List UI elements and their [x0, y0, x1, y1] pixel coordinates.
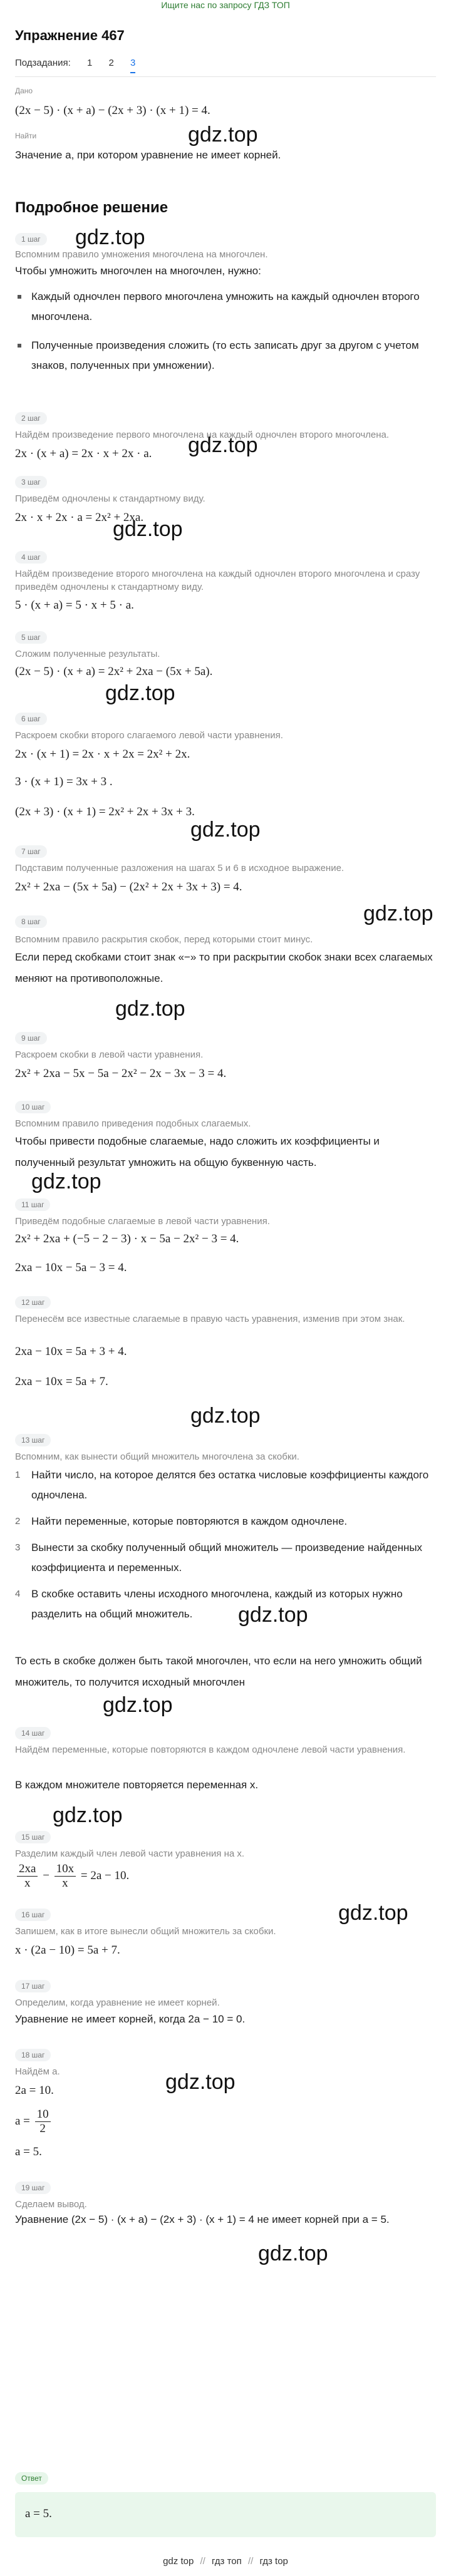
step-description: Вспомним правило раскрытия скобок, перед которыми стоит минус.: [15, 934, 313, 945]
footer-separator: //: [200, 2556, 205, 2567]
step-badge: 19 шаг: [15, 2182, 51, 2194]
step-badge: 7 шаг: [15, 845, 47, 858]
step-description: Найдём a.: [15, 2066, 60, 2077]
step-equation: a = $\frac{10}{2}$: [15, 2108, 436, 2136]
list-number: 1: [15, 1470, 21, 1480]
step-equation: $\frac{2xa}{x}$ − $\frac{10x}{x}$ = 2a − 10.: [15, 1862, 436, 1890]
bullet-icon: [18, 295, 21, 299]
answer-box: [15, 2492, 436, 2537]
watermark: gdz.top: [338, 1901, 408, 1925]
step-badge: 12 шаг: [15, 1296, 51, 1309]
solution-title: Подробное решение: [15, 199, 168, 216]
step-badge: 13 шаг: [15, 1434, 51, 1446]
watermark: gdz.top: [188, 433, 258, 457]
fraction: $\frac{10}{2}$: [35, 2108, 51, 2136]
given-label: Дано: [15, 86, 33, 95]
step-description: Найдём произведение второго многочлена на каждый одночлен второго многочлена и сразу приведём одночлены к стандартному виду.: [15, 569, 420, 592]
fraction: $\frac{10x}{x}$: [54, 1862, 76, 1890]
step-description: Запишем, как в итоге вынесли общий множитель за скобки.: [15, 1926, 276, 1937]
answer-value: a = 5.: [25, 2507, 52, 2520]
tab-3[interactable]: 3: [130, 58, 135, 73]
step-text: Если перед скобками стоит знак «−» то при раскрытии скобок знаки всех слагаемых меняют на противоположные.: [15, 951, 433, 984]
step-equation: 2x² + 2xa − 5x − 5a − 2x² − 2x − 3x − 3 = 4.: [15, 1067, 227, 1080]
step-badge: 15 шаг: [15, 1831, 51, 1843]
step-text: Уравнение (2x − 5) · (x + a) − (2x + 3) · (x + 1) = 4 не имеет корней при a = 5.: [15, 2213, 390, 2225]
step-badge: 10 шаг: [15, 1101, 51, 1113]
list-item: Каждый одночлен первого многочлена умножить на каждый одночлен второго многочлена.: [15, 287, 436, 327]
answer-badge: Ответ: [15, 2472, 48, 2485]
list-item: 4 В скобке оставить члены исходного многочлена, каждый из которых нужно разделить на общий множитель.: [15, 1584, 436, 1624]
fraction: $\frac{2xa}{x}$: [17, 1862, 38, 1890]
step-description: Найдём произведение первого многочлена на каждый одночлен второго многочлена.: [15, 430, 390, 440]
subtask-tabs: [15, 58, 436, 73]
step-equation: 2x · (x + 1) = 2x · x + 2x = 2x² + 2x.: [15, 748, 190, 761]
step-equation: 2x² + 2xa − (5x + 5a) − (2x² + 2x + 3x + 3) = 4.: [15, 880, 242, 894]
watermark: gdz.top: [31, 1170, 101, 1193]
step-equation: 2x · x + 2x · a = 2x² + 2xa.: [15, 511, 144, 524]
watermark: gdz.top: [103, 1693, 173, 1717]
find-label: Найти: [15, 131, 37, 140]
tab-1[interactable]: 1: [87, 58, 93, 68]
step-badge: 4 шаг: [15, 551, 47, 564]
multiplication-rule-list: [15, 287, 436, 376]
list-number: 2: [15, 1516, 21, 1527]
step-description: Вспомним правило умножения многочлена на многочлен.: [15, 249, 268, 260]
step-description: Сделаем вывод.: [15, 2199, 87, 2210]
step-equation: (2x − 5) · (x + a) = 2x² + 2xa − (5x + 5a).: [15, 665, 213, 678]
step-badge: 3 шаг: [15, 476, 47, 488]
step-badge: 16 шаг: [15, 1909, 51, 1921]
step-description: Перенесём все известные слагаемые в правую часть уравнения, изменив при этом знак.: [15, 1314, 405, 1324]
watermark: gdz.top: [105, 681, 175, 705]
footer-link[interactable]: gdz top: [163, 2556, 194, 2567]
step-badge: 17 шаг: [15, 1980, 51, 1992]
step-description: Приведём подобные слагаемые в левой части уравнения.: [15, 1216, 270, 1227]
footer-link[interactable]: гдз топ: [212, 2556, 242, 2567]
footer-separator: //: [247, 2556, 254, 2567]
footer-link[interactable]: гдз top: [259, 2556, 288, 2567]
step-equation: 2x · (x + a) = 2x · x + 2x · a.: [15, 447, 152, 460]
step-equation: 2xa − 10x − 5a − 3 = 4.: [15, 1261, 127, 1274]
list-item: 3 Вынести за скобку полученный общий множитель — произведение найденных коэффициента и переменных.: [15, 1538, 436, 1578]
watermark: gdz.top: [258, 2242, 328, 2265]
step-badge: 5 шаг: [15, 631, 47, 644]
step-equation: 5 · (x + a) = 5 · x + 5 · a.: [15, 599, 134, 612]
step-equation: 3 · (x + 1) = 3x + 3 .: [15, 775, 113, 788]
page-title: Упражнение 467: [15, 28, 125, 43]
step-equation: 2a = 10.: [15, 2084, 54, 2097]
step-equation: 2x² + 2xa + (−5 − 2 − 3) · x − 5a − 2x² − 3 = 4.: [15, 1232, 239, 1245]
step-equation: (2x + 3) · (x + 1) = 2x² + 2x + 3x + 3.: [15, 805, 195, 818]
step-badge: 2 шаг: [15, 412, 47, 425]
list-item: Полученные произведения сложить (то есть записать друг за другом с учетом знаков, полученных при умножении).: [15, 336, 436, 376]
watermark: gdz.top: [238, 1603, 308, 1627]
step-badge: 8 шаг: [15, 915, 47, 928]
step-description: Определим, когда уравнение не имеет корней.: [15, 1997, 220, 2008]
top-banner-text: Ищите нас по запросу ГДЗ ТОП: [161, 0, 290, 10]
step-badge: 9 шаг: [15, 1032, 47, 1044]
list-item: 1 Найти число, на которое делятся без остатка числовые коэффициенты каждого одночлена.: [15, 1465, 436, 1505]
watermark: gdz.top: [165, 2070, 236, 2094]
step-badge: 6 шаг: [15, 713, 47, 725]
watermark: gdz.top: [113, 517, 183, 541]
step-badge: 14 шаг: [15, 1727, 51, 1739]
find-text: Значение a, при котором уравнение не имеет корней.: [15, 149, 281, 161]
list-item: 2 Найти переменные, которые повторяются в каждом одночлене.: [15, 1512, 436, 1532]
step-description: Разделим каждый член левой части уравнения на x.: [15, 1848, 245, 1859]
watermark: gdz.top: [363, 902, 433, 925]
tab-2[interactable]: 2: [108, 58, 114, 68]
step-description: Найдём переменные, которые повторяются в каждом одночлене левой части уравнения.: [15, 1744, 406, 1755]
step-description: Приведём одночлены к стандартному виду.: [15, 493, 205, 504]
bullet-icon: [18, 344, 21, 348]
watermark: gdz.top: [115, 997, 185, 1021]
step-equation: x · (2a − 10) = 5a + 7.: [15, 1944, 120, 1957]
step-description: Вспомним, как вынести общий множитель многочлена за скобки.: [15, 1451, 299, 1462]
step-description: Раскроем скобки второго слагаемого левой части уравнения.: [15, 730, 283, 741]
watermark: gdz.top: [190, 818, 261, 842]
step-badge: 1 шаг: [15, 233, 47, 245]
common-factor-list: [15, 1465, 436, 1624]
step-description: Раскроем скобки в левой части уравнения.: [15, 1049, 204, 1060]
step-text: Чтобы умножить многочлен на многочлен, нужно:: [15, 265, 261, 277]
footer: [0, 2556, 451, 2567]
watermark: gdz.top: [75, 225, 145, 249]
step-equation: 2xa − 10x = 5a + 3 + 4.: [15, 1345, 127, 1358]
step-equation: a = 5.: [15, 2145, 42, 2158]
step-description: Подставим полученные разложения на шагах 5 и 6 в исходное выражение.: [15, 863, 345, 873]
step-text: В каждом множителе повторяется переменная x.: [15, 1779, 259, 1791]
given-equation: (2x − 5) · (x + a) − (2x + 3) · (x + 1) = 4.: [15, 104, 210, 117]
step-description: Сложим полученные результаты.: [15, 649, 160, 659]
top-banner[interactable]: [0, 0, 451, 14]
step-badge: 18 шаг: [15, 2049, 51, 2061]
watermark: gdz.top: [188, 123, 258, 147]
step-badge: 11 шаг: [15, 1198, 50, 1211]
step-text: Уравнение не имеет корней, когда 2a − 10 = 0.: [15, 2013, 246, 2025]
step-text: То есть в скобке должен быть такой многочлен, что если на него умножить общий множитель, то получится исходный многочлен: [15, 1655, 422, 1688]
list-number: 3: [15, 1542, 21, 1553]
step-description: Вспомним правило приведения подобных слагаемых.: [15, 1118, 251, 1129]
watermark: gdz.top: [53, 1803, 123, 1827]
subtask-label: Подзадания:: [15, 58, 71, 68]
tabs-divider: [15, 76, 436, 77]
list-number: 4: [15, 1589, 21, 1599]
watermark: gdz.top: [190, 1404, 261, 1428]
step-text: Чтобы привести подобные слагаемые, надо сложить их коэффициенты и полученный результат умножить на общую буквенную часть.: [15, 1135, 380, 1168]
step-equation: 2xa − 10x = 5a + 7.: [15, 1375, 108, 1388]
